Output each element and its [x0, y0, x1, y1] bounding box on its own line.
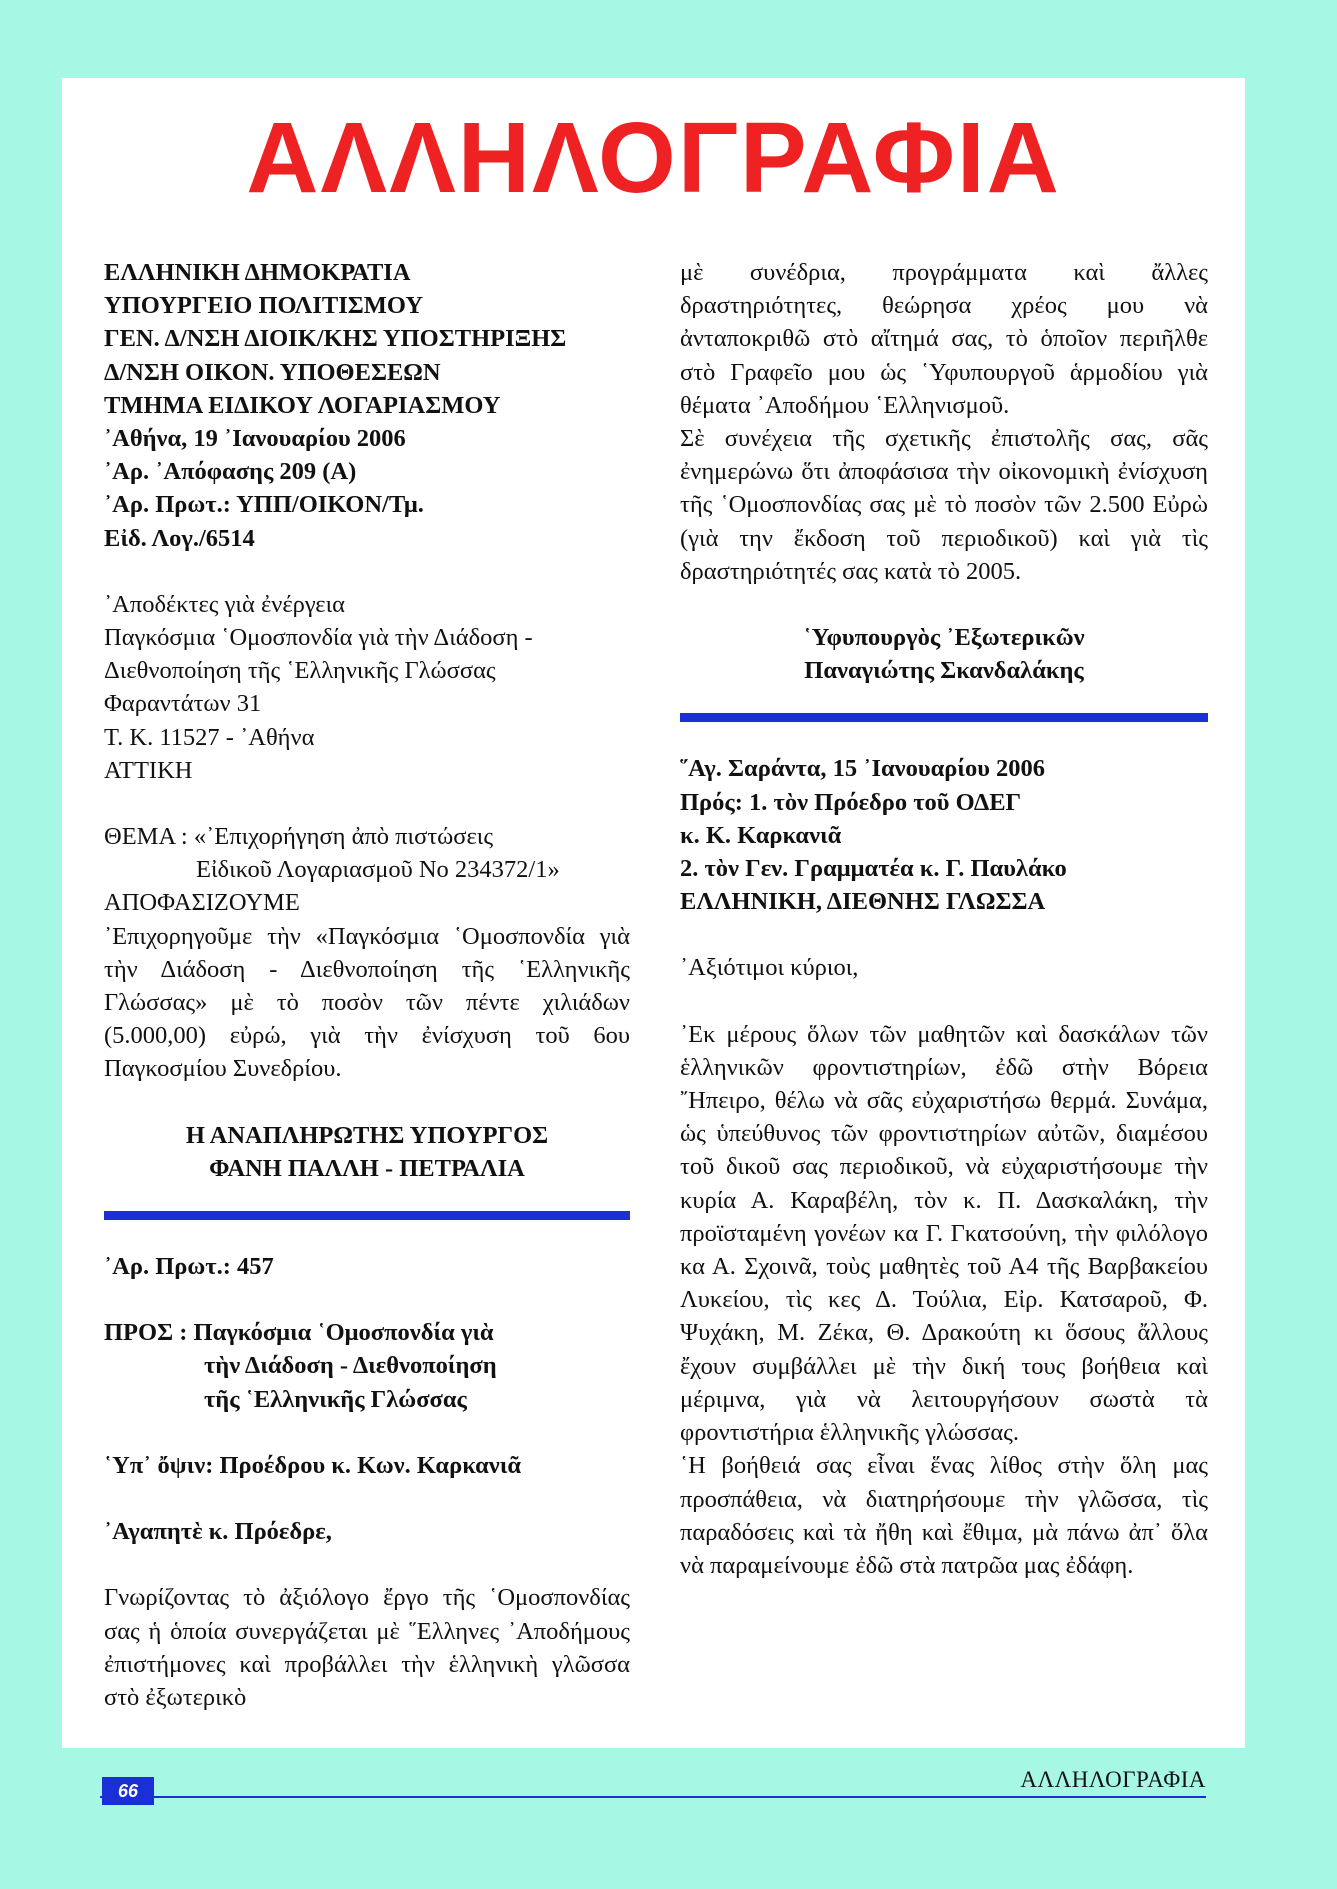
- letter1-header: [104, 256, 630, 555]
- recipient-line: Παγκόσμια ῾Ομοσπονδία γιὰ τὴν Διάδοση -: [104, 624, 533, 652]
- section-divider: [680, 713, 1208, 722]
- page-title: ΑΛΛΗΛΟΓΡΑΦΙΑ: [246, 102, 1061, 214]
- left-column: [104, 256, 630, 1714]
- recipient-line: ᾿Αποδέκτες γιὰ ἐνέργεια: [104, 590, 345, 618]
- letter2-continuation: Σὲ συνέχεια τῆς σχετικῆς ἐπιστολῆς σας, σᾶς ἐνημερώνω ὅτι ἀποφάσισα τὴν οἰκονομικὴ ἐνίσχυση τῆς ῾Ομοσπονδίας σας μὲ τὸ ποσὸν τῶν 2.500 Εὐρὼ (γιὰ την ἔκδοση τοῦ περιοδικοῦ) καὶ γιὰ τὶς δραστηριότητές σας κατὰ τὸ 2005.: [680, 425, 1208, 585]
- header-line: ᾿Αθήνα, 19 ᾿Ιανουαρίου 2006: [104, 425, 406, 453]
- header-line: ᾿Αρ. ᾿Απόφασης 209 (Α): [104, 458, 357, 486]
- letter3-body: ᾿Εκ μέρους ὅλων τῶν μαθητῶν καὶ δασκάλων τῶν ἑλληνικῶν φροντιστηρίων, ἐδῶ στὴν Βόρεια ῎Ηπειρο, θέλω νὰ σᾶς εὐχαριστήσω θερμά. Συνάμα, ὡς ὑπεύθυνος τῶν φροντιστηρίων αὐτῶν, διαμέσου τοῦ δικοῦ σας περιοδικοῦ, νὰ εὐχαριστήσουμε τὴν κυρία Α. Καραβέλη, τὸν κ. Π. Δασκαλάκη, τὴν προϊσταμένη γονέων κα Γ. Γκατσούνη, τὴν φιλόλογο κα Α. Σχοινᾶ, τοὺς μαθητὲς τοῦ Α4 τῆς Βαρβακείου Λυκείου, τὶς κες Δ. Τούλια, Εἰρ. Κατσαροῦ, Φ. Ψυχάκη, Μ. Ζέκα, Θ. Δρακούτη κι ὅσους ἄλλους ἔχουν συμβάλλει μὲ τὴν δική τους βοήθεια καὶ μέριμνα, γιὰ νὰ λειτουργήσουν σωστὰ τὰ φροντιστήρια ἑλληνικῆς γλώσσας.: [680, 1020, 1208, 1447]
- decision-heading: ΑΠΟΦΑΣΙΖΟΥΜΕ: [104, 889, 300, 917]
- recipient-line: ΑΤΤΙΚΗ: [104, 756, 193, 784]
- letter2-body: Γνωρίζοντας τὸ ἀξιόλογο ἔργο τῆς ῾Ομοσπονδίας σας ἡ ὁποία συνεργάζεται μὲ ῞Ελληνες ᾿Αποδήμους ἐπιστήμονες καὶ προβάλλει τὴν ἑλληνικὴ γλῶσσα στὸ ἐξωτερικὸ: [104, 1584, 630, 1711]
- header-line: ΕΛΛΗΝΙΚΗ ΔΗΜΟΚΡΑΤΙΑ: [104, 259, 411, 286]
- header-line: ΓΕΝ. Δ/ΝΣΗ ΔΙΟΙΚ/ΚΗΣ ΥΠΟΣΤΗΡΙΞΗΣ: [104, 325, 567, 353]
- header-line: ΤΜΗΜΑ ΕΙΔΙΚΟΥ ΛΟΓΑΡΙΑΣΜΟΥ: [104, 391, 501, 419]
- signature-name: Παναγιώτης Σκανδαλάκης: [804, 657, 1084, 685]
- header-line: ῞Αγ. Σαράντα, 15 ᾿Ιανουαρίου 2006: [680, 755, 1046, 783]
- header-line: κ. Κ. Καρκανιᾶ: [680, 821, 842, 849]
- letter2-recipient: τῆς ῾Ελληνικῆς Γλώσσας: [204, 1385, 467, 1413]
- recipients-block: [104, 588, 630, 787]
- letter3-salutation: ᾿Αξιότιμοι κύριοι,: [680, 954, 859, 982]
- letter3-body: ῾Η βοήθειά σας εἶναι ἕνας λίθος στὴν ὅλη μας προσπάθεια, νὰ διατηρήσουμε τὴν γλῶσσα, τὶς παραδόσεις καὶ τὰ ἤθη καὶ ἔθιμα, μὰ πάνω ἀπ᾿ ὅλα νὰ παραμείνουμε ἐδῶ στὰ πατρῶα μας ἐδάφη.: [680, 1452, 1208, 1579]
- recipient-line: Φαραντάτων 31: [104, 690, 262, 718]
- header-line: 2. τὸν Γεν. Γραμματέα κ. Γ. Παυλάκο: [680, 855, 1067, 883]
- section-divider: [104, 1211, 630, 1220]
- signature-name: ΦΑΝΗ ΠΑΛΛΗ - ΠΕΤΡΑΛΙΑ: [209, 1154, 525, 1182]
- letter2-protocol: ᾿Αρ. Πρωτ.: 457: [104, 1253, 274, 1281]
- letter2-recipient: ΠΡΟΣ : Παγκόσμια ῾Ομοσπονδία γιὰ: [104, 1319, 494, 1347]
- signature-title: ῾Υφυπουργὸς ᾿Εξωτερικῶν: [803, 624, 1085, 652]
- letter2-salutation: ᾿Αγαπητὲ κ. Πρόεδρε,: [104, 1518, 332, 1546]
- page-number: 66: [102, 1777, 154, 1805]
- recipient-line: Τ. Κ. 11527 - ᾿Αθήνα: [104, 723, 315, 751]
- footer-rule: [100, 1796, 1206, 1798]
- header-line: Πρός: 1. τὸν Πρόεδρο τοῦ ΟΔΕΓ: [680, 788, 1022, 816]
- subject-line: Εἰδικοῦ Λογαριασμοῦ Νο 234372/1»: [196, 856, 560, 884]
- letter2-continuation: μὲ συνέδρια, προγράμματα καὶ ἄλλες δραστηριότητες, θεώρησα χρέος μου νὰ ἀνταποκριθῶ στὸ αἴτημά σας, τὸ ὁποῖον περιῆλθε στὸ Γραφεῖο μου ὡς ῾Υφυπουργοῦ ἁρμοδίου γιὰ θέματα ᾿Αποδήμου ῾Ελληνισμοῦ.: [680, 259, 1208, 419]
- letter3-header: [680, 752, 1208, 918]
- letter2-attention: ῾Υπ᾿ ὄψιν: Προέδρου κ. Κων. Καρκανιᾶ: [104, 1451, 522, 1479]
- header-line: ᾿Αρ. Πρωτ.: ΥΠΠ/ΟΙΚΟΝ/Τμ.: [104, 491, 424, 519]
- letter2-recipient: τὴν Διάδοση - Διεθνοποίηση: [204, 1352, 497, 1380]
- decision-text: ᾿Επιχορηγοῦμε τὴν «Παγκόσμια ῾Ομοσπονδία γιὰ τὴν Διάδοση - Διεθνοποίηση τῆς ῾Ελληνικῆς Γλώσσας» μὲ τὸ ποσὸν τῶν πέντε χιλιάδων (5.000,00) εὐρώ, γιὰ τὴν ἐνίσχυση τοῦ 6ου Παγκοσμίου Συνεδρίου.: [104, 922, 630, 1083]
- header-line: Δ/ΝΣΗ ΟΙΚΟΝ. ΥΠΟΘΕΣΕΩΝ: [104, 358, 441, 386]
- subject-line: ΘΕΜΑ : «᾿Επιχορήγηση ἀπὸ πιστώσεις: [104, 823, 494, 851]
- page-sheet: [62, 78, 1245, 1748]
- footer-section-label: ΑΛΛΗΛΟΓΡΑΦΙΑ: [1020, 1767, 1206, 1792]
- header-line: ΕΛΛΗΝΙΚΗ, ΔΙΕΘΝΗΣ ΓΛΩΣΣΑ: [680, 888, 1046, 916]
- header-line: Εἰδ. Λογ./6514: [104, 524, 255, 552]
- right-column: [680, 256, 1208, 1582]
- header-line: ΥΠΟΥΡΓΕΙΟ ΠΟΛΙΤΙΣΜΟΥ: [104, 292, 424, 320]
- signature-title: Η ΑΝΑΠΛΗΡΩΤΗΣ ΥΠΟΥΡΓΟΣ: [185, 1121, 549, 1149]
- recipient-line: Διεθνοποίηση τῆς ῾Ελληνικῆς Γλώσσας: [104, 657, 496, 685]
